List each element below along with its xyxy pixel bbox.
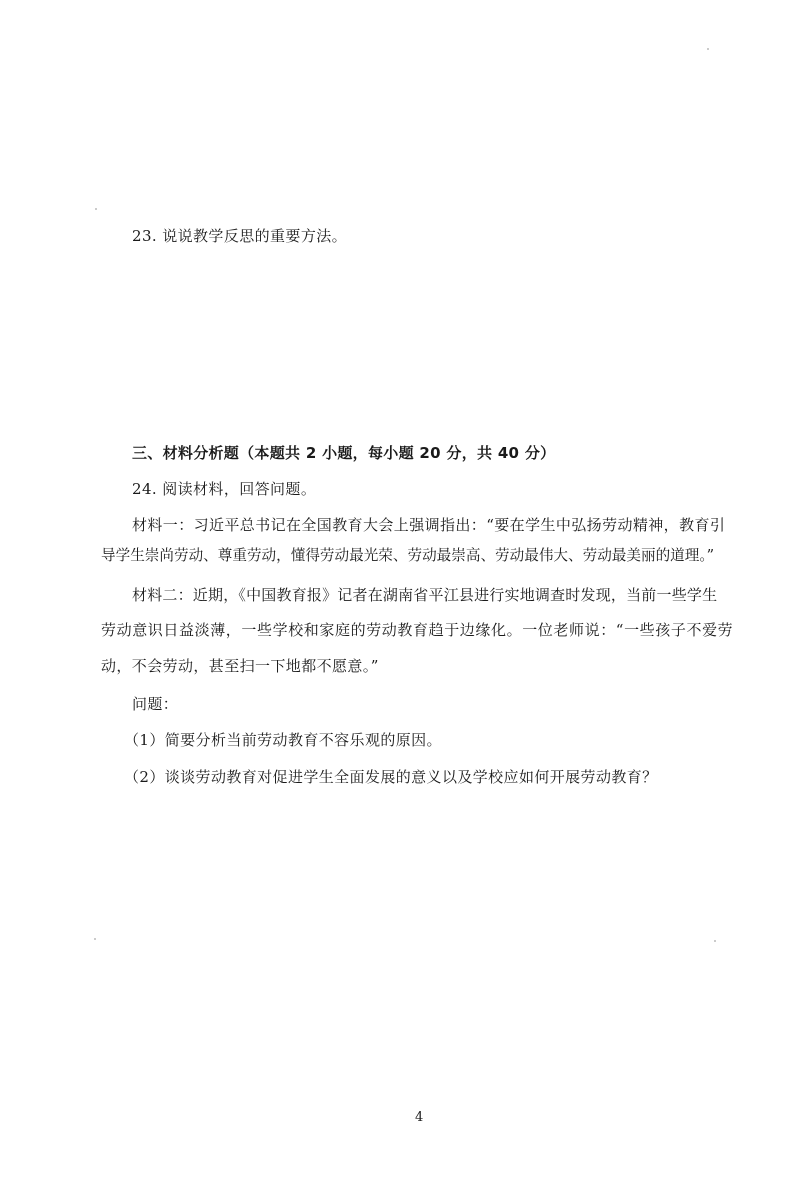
question-24: 24. 阅读材料，回答问题。 [132, 480, 317, 498]
scan-speck [714, 940, 716, 942]
material-1-line-1: 材料一：习近平总书记在全国教育大会上强调指出：“要在学生中弘扬劳动精神，教育引 [132, 516, 726, 534]
section-3-heading: 三、材料分析题（本题共 2 小题，每小题 20 分，共 40 分） [132, 444, 556, 462]
scan-speck [95, 208, 97, 210]
scan-speck [94, 938, 96, 940]
scan-speck [707, 48, 709, 50]
material-1-line-2: 导学生崇尚劳动、尊重劳动，懂得劳动最光荣、劳动最崇高、劳动最伟大、劳动最美丽的道理。” [101, 547, 715, 564]
subquestion-1: （1）简要分析当前劳动教育不容乐观的原因。 [124, 731, 442, 749]
material-2-line-1: 材料二：近期，《中国教育报》记者在湖南省平江县进行实地调查时发现，当前一些学生 [132, 586, 718, 604]
questions-label: 问题： [132, 695, 179, 713]
material-2-line-3: 动，不会劳动，甚至扫一下地都不愿意。” [101, 657, 379, 675]
question-23: 23. 说说教学反思的重要方法。 [132, 227, 348, 245]
material-2-line-2: 劳动意识日益淡薄，一些学校和家庭的劳动教育趋于边缘化。一位老师说：“一些孩子不爱劳 [101, 621, 734, 639]
page-number: 4 [415, 1110, 424, 1125]
subquestion-2: （2）谈谈劳动教育对促进学生全面发展的意义以及学校应如何开展劳动教育？ [124, 768, 658, 786]
